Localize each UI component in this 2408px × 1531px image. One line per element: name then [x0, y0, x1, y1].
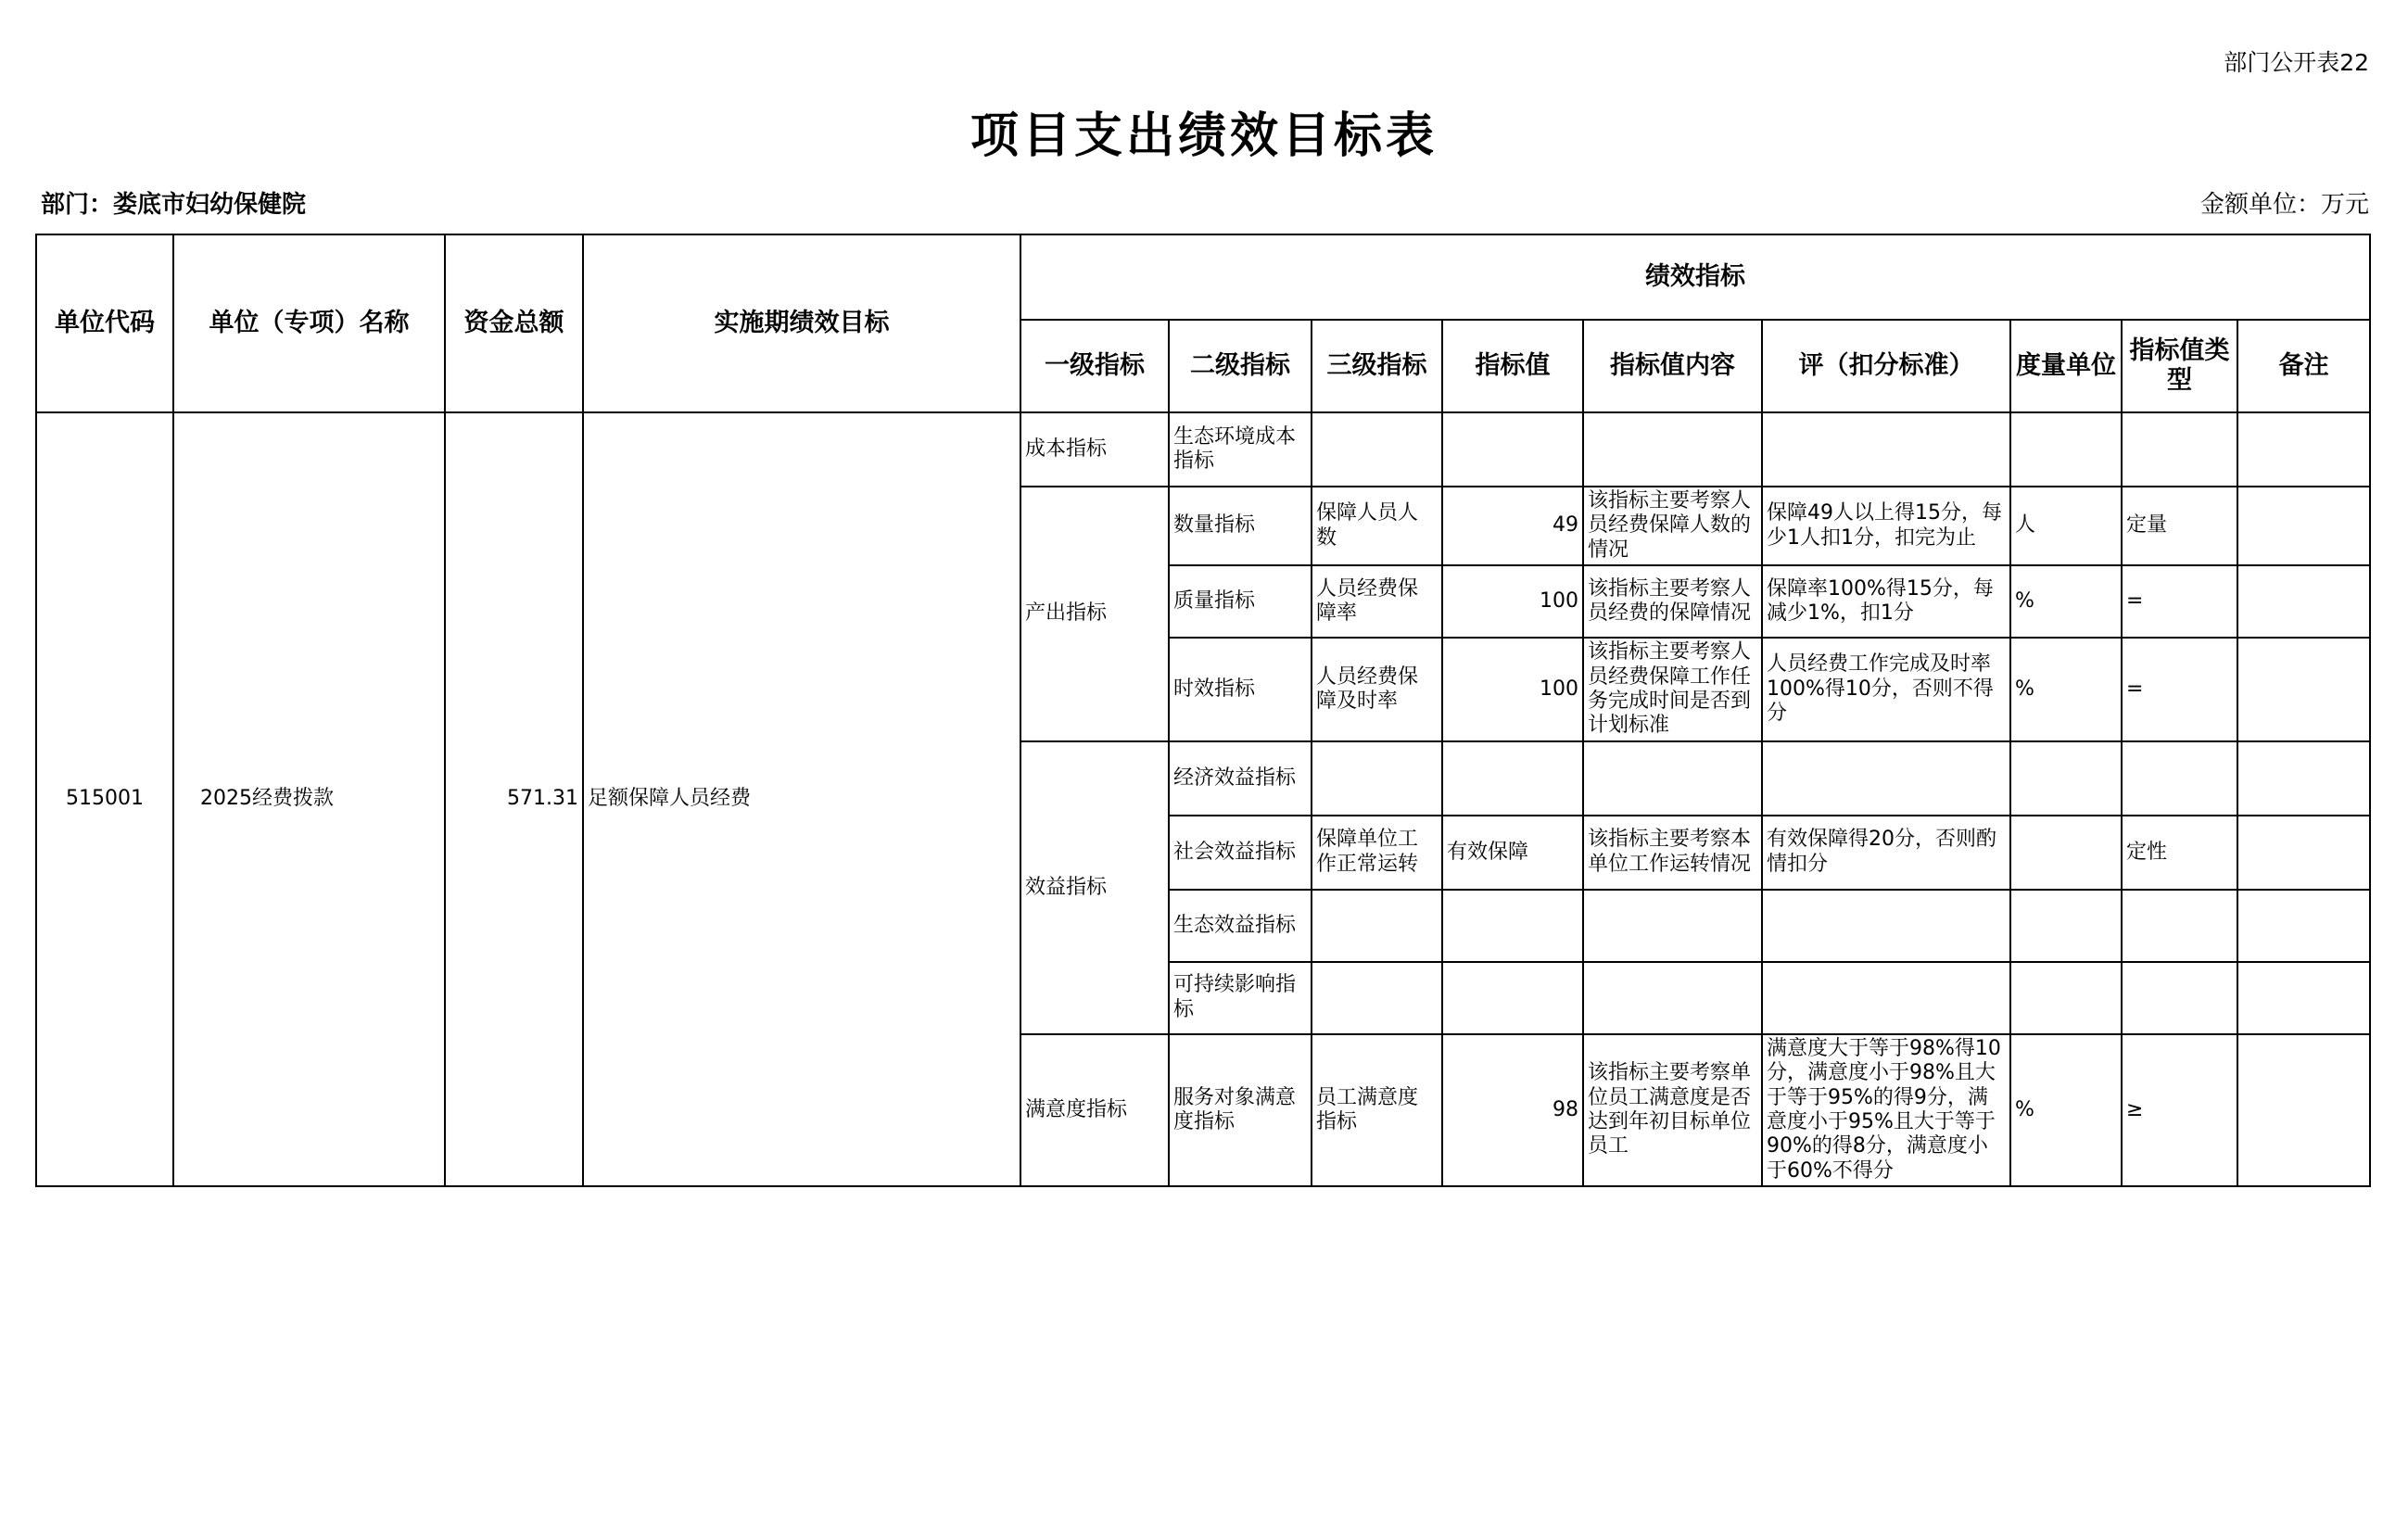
value-type-cell: = [2122, 638, 2237, 741]
level3-cell: 保障人员人数 [1312, 487, 1442, 565]
measure-unit-cell [2010, 816, 2122, 890]
remark-cell [2237, 412, 2370, 487]
value-content-cell: 该指标主要考察人员经费保障工作任务完成时间是否到计划标准 [1583, 638, 1762, 741]
level3-cell [1312, 890, 1442, 962]
indicator-value-cell: 100 [1442, 638, 1583, 741]
header-value-type: 指标值类型 [2122, 320, 2237, 412]
value-type-cell [2122, 412, 2237, 487]
level3-cell [1312, 741, 1442, 816]
level1-output: 产出指标 [1020, 487, 1169, 741]
level2-cell: 生态效益指标 [1169, 890, 1312, 962]
form-number: 部门公开表22 [2224, 49, 2369, 76]
table-row [36, 412, 2370, 487]
measure-unit-cell [2010, 412, 2122, 487]
measure-unit-cell [2010, 890, 2122, 962]
level1-cost: 成本指标 [1020, 412, 1169, 487]
value-type-cell [2122, 890, 2237, 962]
level2-cell: 生态环境成本指标 [1169, 412, 1312, 487]
performance-target-table [35, 234, 2371, 1187]
level3-cell: 人员经费保障及时率 [1312, 638, 1442, 741]
indicator-value-cell: 100 [1442, 565, 1583, 638]
measure-unit-cell [2010, 962, 2122, 1034]
header-level1: 一级指标 [1020, 320, 1169, 412]
measure-unit-cell: % [2010, 638, 2122, 741]
fund-total-cell: 571.31 [445, 412, 583, 1186]
indicator-value-cell: 49 [1442, 487, 1583, 565]
level2-cell: 服务对象满意度指标 [1169, 1034, 1312, 1186]
indicator-value-cell [1442, 890, 1583, 962]
measure-unit-cell: % [2010, 1034, 2122, 1186]
unit-code-cell: 515001 [36, 412, 173, 1186]
value-type-cell: ≥ [2122, 1034, 2237, 1186]
header-level3: 三级指标 [1312, 320, 1442, 412]
indicator-value-cell [1442, 741, 1583, 816]
scoring-cell [1762, 741, 2010, 816]
value-type-cell: 定量 [2122, 487, 2237, 565]
value-type-cell: = [2122, 565, 2237, 638]
header-goal: 实施期绩效目标 [583, 234, 1020, 412]
level3-cell: 保障单位工作正常运转 [1312, 816, 1442, 890]
scoring-cell: 保障率100%得15分，每减少1%，扣1分 [1762, 565, 2010, 638]
remark-cell [2237, 638, 2370, 741]
level3-cell [1312, 412, 1442, 487]
remark-cell [2237, 487, 2370, 565]
value-content-cell: 该指标主要考察人员经费保障人数的情况 [1583, 487, 1762, 565]
level3-cell: 人员经费保障率 [1312, 565, 1442, 638]
value-content-cell [1583, 962, 1762, 1034]
value-type-cell [2122, 741, 2237, 816]
header-measure-unit: 度量单位 [2010, 320, 2122, 412]
level3-cell: 员工满意度指标 [1312, 1034, 1442, 1186]
scoring-cell [1762, 962, 2010, 1034]
level1-satisfaction: 满意度指标 [1020, 1034, 1169, 1186]
level2-cell: 经济效益指标 [1169, 741, 1312, 816]
department-label: 部门：娄底市妇幼保健院 [41, 191, 307, 219]
indicator-value-cell: 98 [1442, 1034, 1583, 1186]
measure-unit-cell: % [2010, 565, 2122, 638]
value-content-cell [1583, 412, 1762, 487]
measure-unit-cell: 人 [2010, 487, 2122, 565]
remark-cell [2237, 816, 2370, 890]
indicator-value-cell [1442, 412, 1583, 487]
value-type-cell [2122, 962, 2237, 1034]
value-type-cell: 定性 [2122, 816, 2237, 890]
header-row-1 [36, 234, 2370, 320]
value-content-cell [1583, 741, 1762, 816]
remark-cell [2237, 565, 2370, 638]
header-value-content: 指标值内容 [1583, 320, 1762, 412]
unit-name-cell: 2025经费拨款 [173, 412, 445, 1186]
level2-cell: 数量指标 [1169, 487, 1312, 565]
indicator-value-cell: 有效保障 [1442, 816, 1583, 890]
header-level2: 二级指标 [1169, 320, 1312, 412]
level2-cell: 社会效益指标 [1169, 816, 1312, 890]
header-performance-indicators: 绩效指标 [1020, 234, 2370, 320]
scoring-cell: 人员经费工作完成及时率100%得10分，否则不得分 [1762, 638, 2010, 741]
amount-unit-label: 金额单位：万元 [2199, 191, 2369, 219]
header-indicator-value: 指标值 [1442, 320, 1583, 412]
scoring-cell [1762, 412, 2010, 487]
indicator-value-cell [1442, 962, 1583, 1034]
scoring-cell [1762, 890, 2010, 962]
remark-cell [2237, 741, 2370, 816]
header-fund-total: 资金总额 [445, 234, 583, 412]
level3-cell [1312, 962, 1442, 1034]
level2-cell: 质量指标 [1169, 565, 1312, 638]
goal-cell: 足额保障人员经费 [583, 412, 1020, 1186]
level1-benefit: 效益指标 [1020, 741, 1169, 1034]
header-unit-name: 单位（专项）名称 [173, 234, 445, 412]
value-content-cell: 该指标主要考察人员经费的保障情况 [1583, 565, 1762, 638]
remark-cell [2237, 962, 2370, 1034]
value-content-cell: 该指标主要考察本单位工作运转情况 [1583, 816, 1762, 890]
level2-cell: 时效指标 [1169, 638, 1312, 741]
scoring-cell: 保障49人以上得15分，每少1人扣1分，扣完为止 [1762, 487, 2010, 565]
level2-cell: 可持续影响指标 [1169, 962, 1312, 1034]
page-title: 项目支出绩效目标表 [970, 108, 1438, 164]
scoring-cell: 有效保障得20分，否则酌情扣分 [1762, 816, 2010, 890]
header-scoring: 评（扣分标准） [1762, 320, 2010, 412]
remark-cell [2237, 1034, 2370, 1186]
measure-unit-cell [2010, 741, 2122, 816]
header-remark: 备注 [2237, 320, 2370, 412]
value-content-cell: 该指标主要考察单位员工满意度是否达到年初目标单位员工 [1583, 1034, 1762, 1186]
scoring-cell: 满意度大于等于98%得10分，满意度小于98%且大于等于95%的得9分，满意度小于95%且大于等于90%的得8分，满意度小于60%不得分 [1762, 1034, 2010, 1186]
header-unit-code: 单位代码 [36, 234, 173, 412]
remark-cell [2237, 890, 2370, 962]
value-content-cell [1583, 890, 1762, 962]
